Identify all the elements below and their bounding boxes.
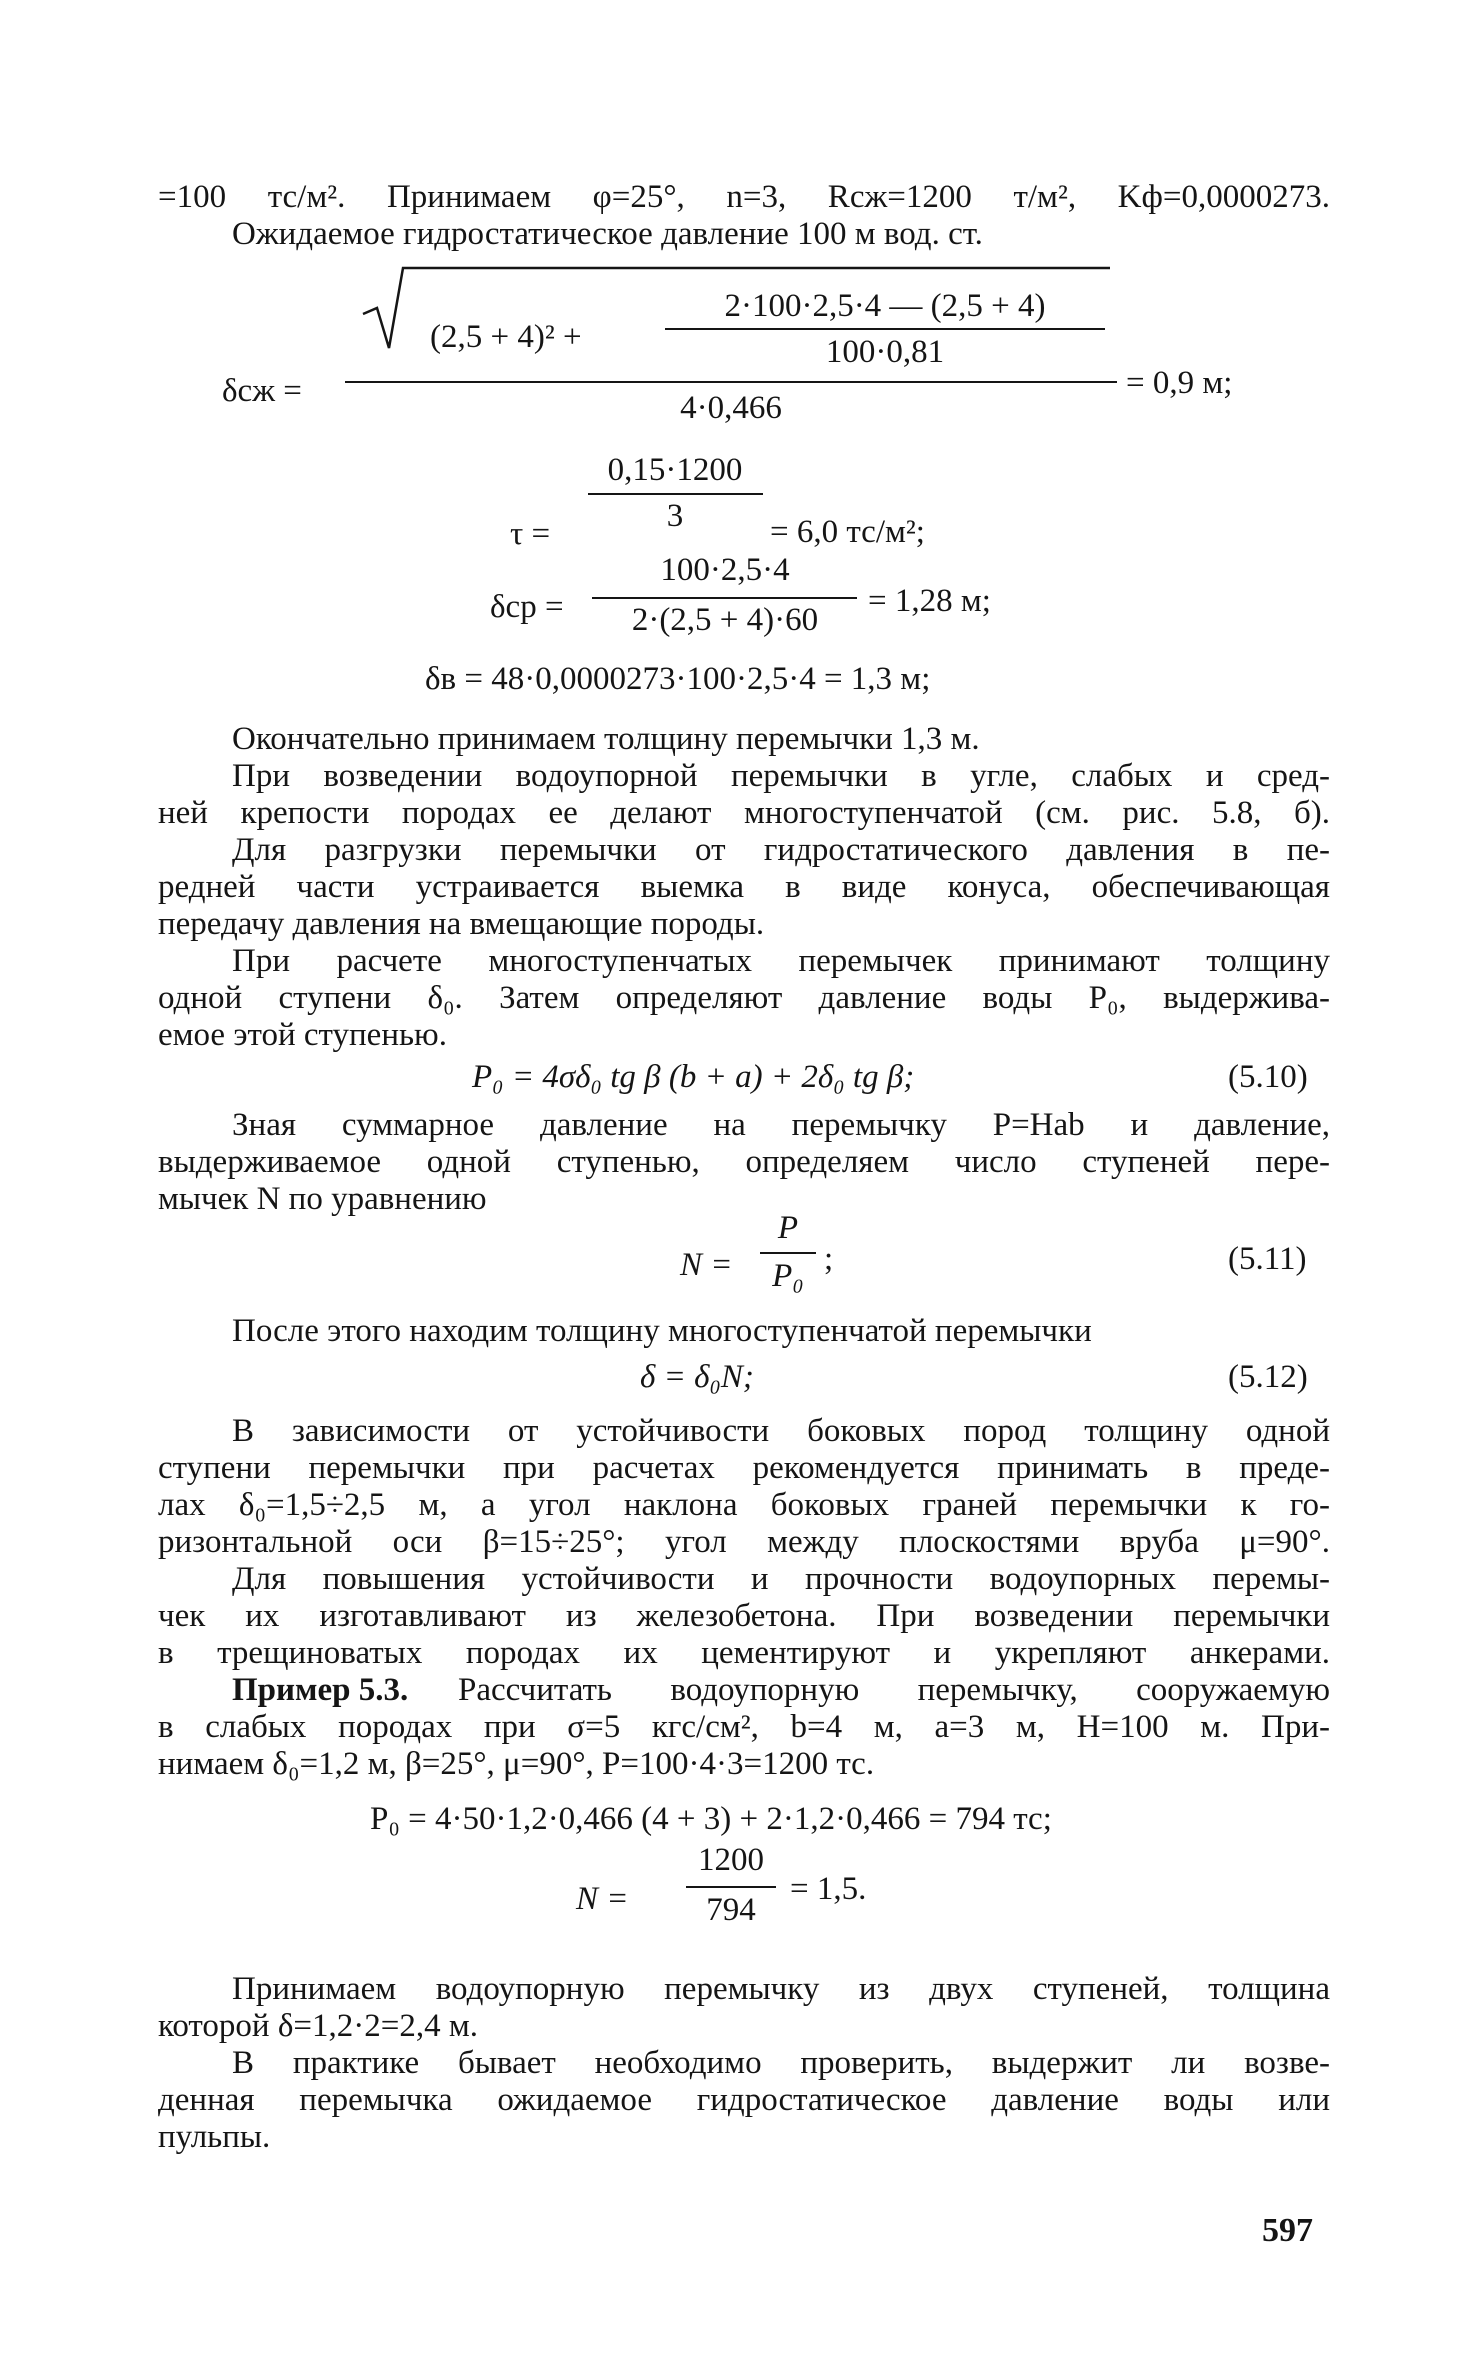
formula-denominator: P₀ [772,1258,804,1294]
text-line: выдерживаемое одной ступенью, определяем число ступеней пере- [158,1144,1330,1180]
text-line: в слабых породах при σ=5 кгс/см², b=4 м, a=3 м, H=100 м. При- [158,1709,1330,1745]
text-line: ризонтальной оси β=15÷25°; угол между плоскостями вруба μ=90°. [158,1524,1330,1560]
formula-denominator: 4·0,466 [680,390,782,426]
formula-label: δср = [490,589,564,625]
fraction-bar [665,328,1105,330]
text-line: После этого находим толщину многоступенчатой перемычки [232,1313,1092,1349]
text-line: емое этой ступенью. [158,1017,447,1053]
equation-number: (5.11) [1228,1241,1307,1277]
text-line: В зависимости от устойчивости боковых пород толщину одной [232,1413,1330,1449]
example-label: Пример 5.3. [232,1672,409,1708]
text-line: ступени перемычки при расчетах рекомендуется принимать в преде- [158,1450,1330,1486]
fraction-bar [588,493,763,495]
formula-label: τ = [510,516,551,552]
formula-result: = 1,5. [790,1871,867,1907]
formula-numerator: P [777,1210,799,1246]
equation-number: (5.10) [1228,1059,1308,1095]
formula-result: = 0,9 м; [1126,365,1233,401]
text-line: нимаем δ₀=1,2 м, β=25°, μ=90°, P=100·4·3=1200 тс. [158,1746,875,1782]
formula-numerator: 1200 [698,1842,764,1878]
text-line: Зная суммарное давление на перемычку P=Hab и давление, [232,1107,1330,1143]
text-line: одной ступени δ₀. Затем определяют давление воды P₀, выдержива- [158,980,1330,1016]
formula-result: = 1,28 м; [868,583,991,619]
page-number: 597 [1262,2212,1313,2249]
text-line: ней крепости породах ее делают многоступенчатой (см. рис. 5.8, б). [158,795,1330,831]
equation-5-10: P₀ = 4σδ₀ tg β (b + a) + 2δ₀ tg β; [472,1059,915,1095]
formula-denominator: 794 [706,1892,756,1928]
equation-5-12: δ = δ₀N; [640,1359,754,1395]
text-line: чек их изготавливают из железобетона. При возведении перемычки [158,1598,1330,1634]
text-line: При расчете многоступенчатых перемычек принимают толщину [232,943,1330,979]
text-line: =100 тс/м². Принимаем φ=25°, n=3, Rсж=1200 т/м², Kф=0,0000273. [158,179,1330,215]
formula-numerator: 0,15·1200 [607,452,743,488]
text-line: денная перемычка ожидаемое гидростатическое давление воды или [158,2082,1330,2118]
text-line: мычек N по уравнению [158,1181,487,1217]
fraction-bar [686,1886,776,1888]
text-line: которой δ=1,2·2=2,4 м. [158,2008,478,2044]
formula-denominator: 2·(2,5 + 4)·60 [631,602,819,638]
formula-part: (2,5 + 4)² + [430,319,582,355]
formula-denominator: 100·0,81 [825,334,945,370]
fraction-bar [592,597,857,599]
text-line: Ожидаемое гидростатическое давление 100 м вод. ст. [232,216,983,252]
text-line: редней части устраивается выемка в виде конуса, обеспечивающая [158,869,1330,905]
formula-numerator: 100·2,5·4 [660,552,790,588]
text-line: передачу давления на вмещающие породы. [158,906,765,942]
formula-result: = 6,0 тс/м²; [770,514,925,550]
formula-numerator: 2·100·2,5·4 — (2,5 + 4) [724,288,1046,324]
formula-denominator: 3 [666,498,684,534]
equation-number: (5.12) [1228,1359,1308,1395]
text-line: При возведении водоупорной перемычки в угле, слабых и сред- [232,758,1330,794]
text-line: в трещиноватых породах их цементируют и укрепляют анкерами. [158,1635,1330,1671]
equation-p0: P₀ = 4·50·1,2·0,466 (4 + 3) + 2·1,2·0,466 = 794 тс; [370,1801,1052,1837]
text-line: Для повышения устойчивости и прочности водоупорных перемы- [232,1561,1330,1597]
formula-line: δв = 48·0,0000273·100·2,5·4 = 1,3 м; [425,661,931,697]
text-line: Окончательно принимаем толщину перемычки 1,3 м. [232,721,980,757]
text-line: Для разгрузки перемычки от гидростатического давления в пе- [232,832,1330,868]
text-line: Рассчитать водоупорную перемычку, сооружаемую [458,1672,1330,1708]
fraction-bar [345,381,1117,383]
formula-label: N = [680,1247,733,1283]
formula-part: ; [824,1241,834,1277]
formula-label: N = [576,1881,629,1917]
fraction-bar [760,1252,816,1254]
text-line: лах δ₀=1,5÷2,5 м, а угол наклона боковых граней перемычки к го- [158,1487,1330,1523]
text-line: Принимаем водоупорную перемычку из двух ступеней, толщина [232,1971,1330,2007]
formula-label: δсж = [222,373,302,409]
text-line: В практике бывает необходимо проверить, выдержит ли возве- [232,2045,1330,2081]
text-line: пульпы. [158,2119,271,2155]
